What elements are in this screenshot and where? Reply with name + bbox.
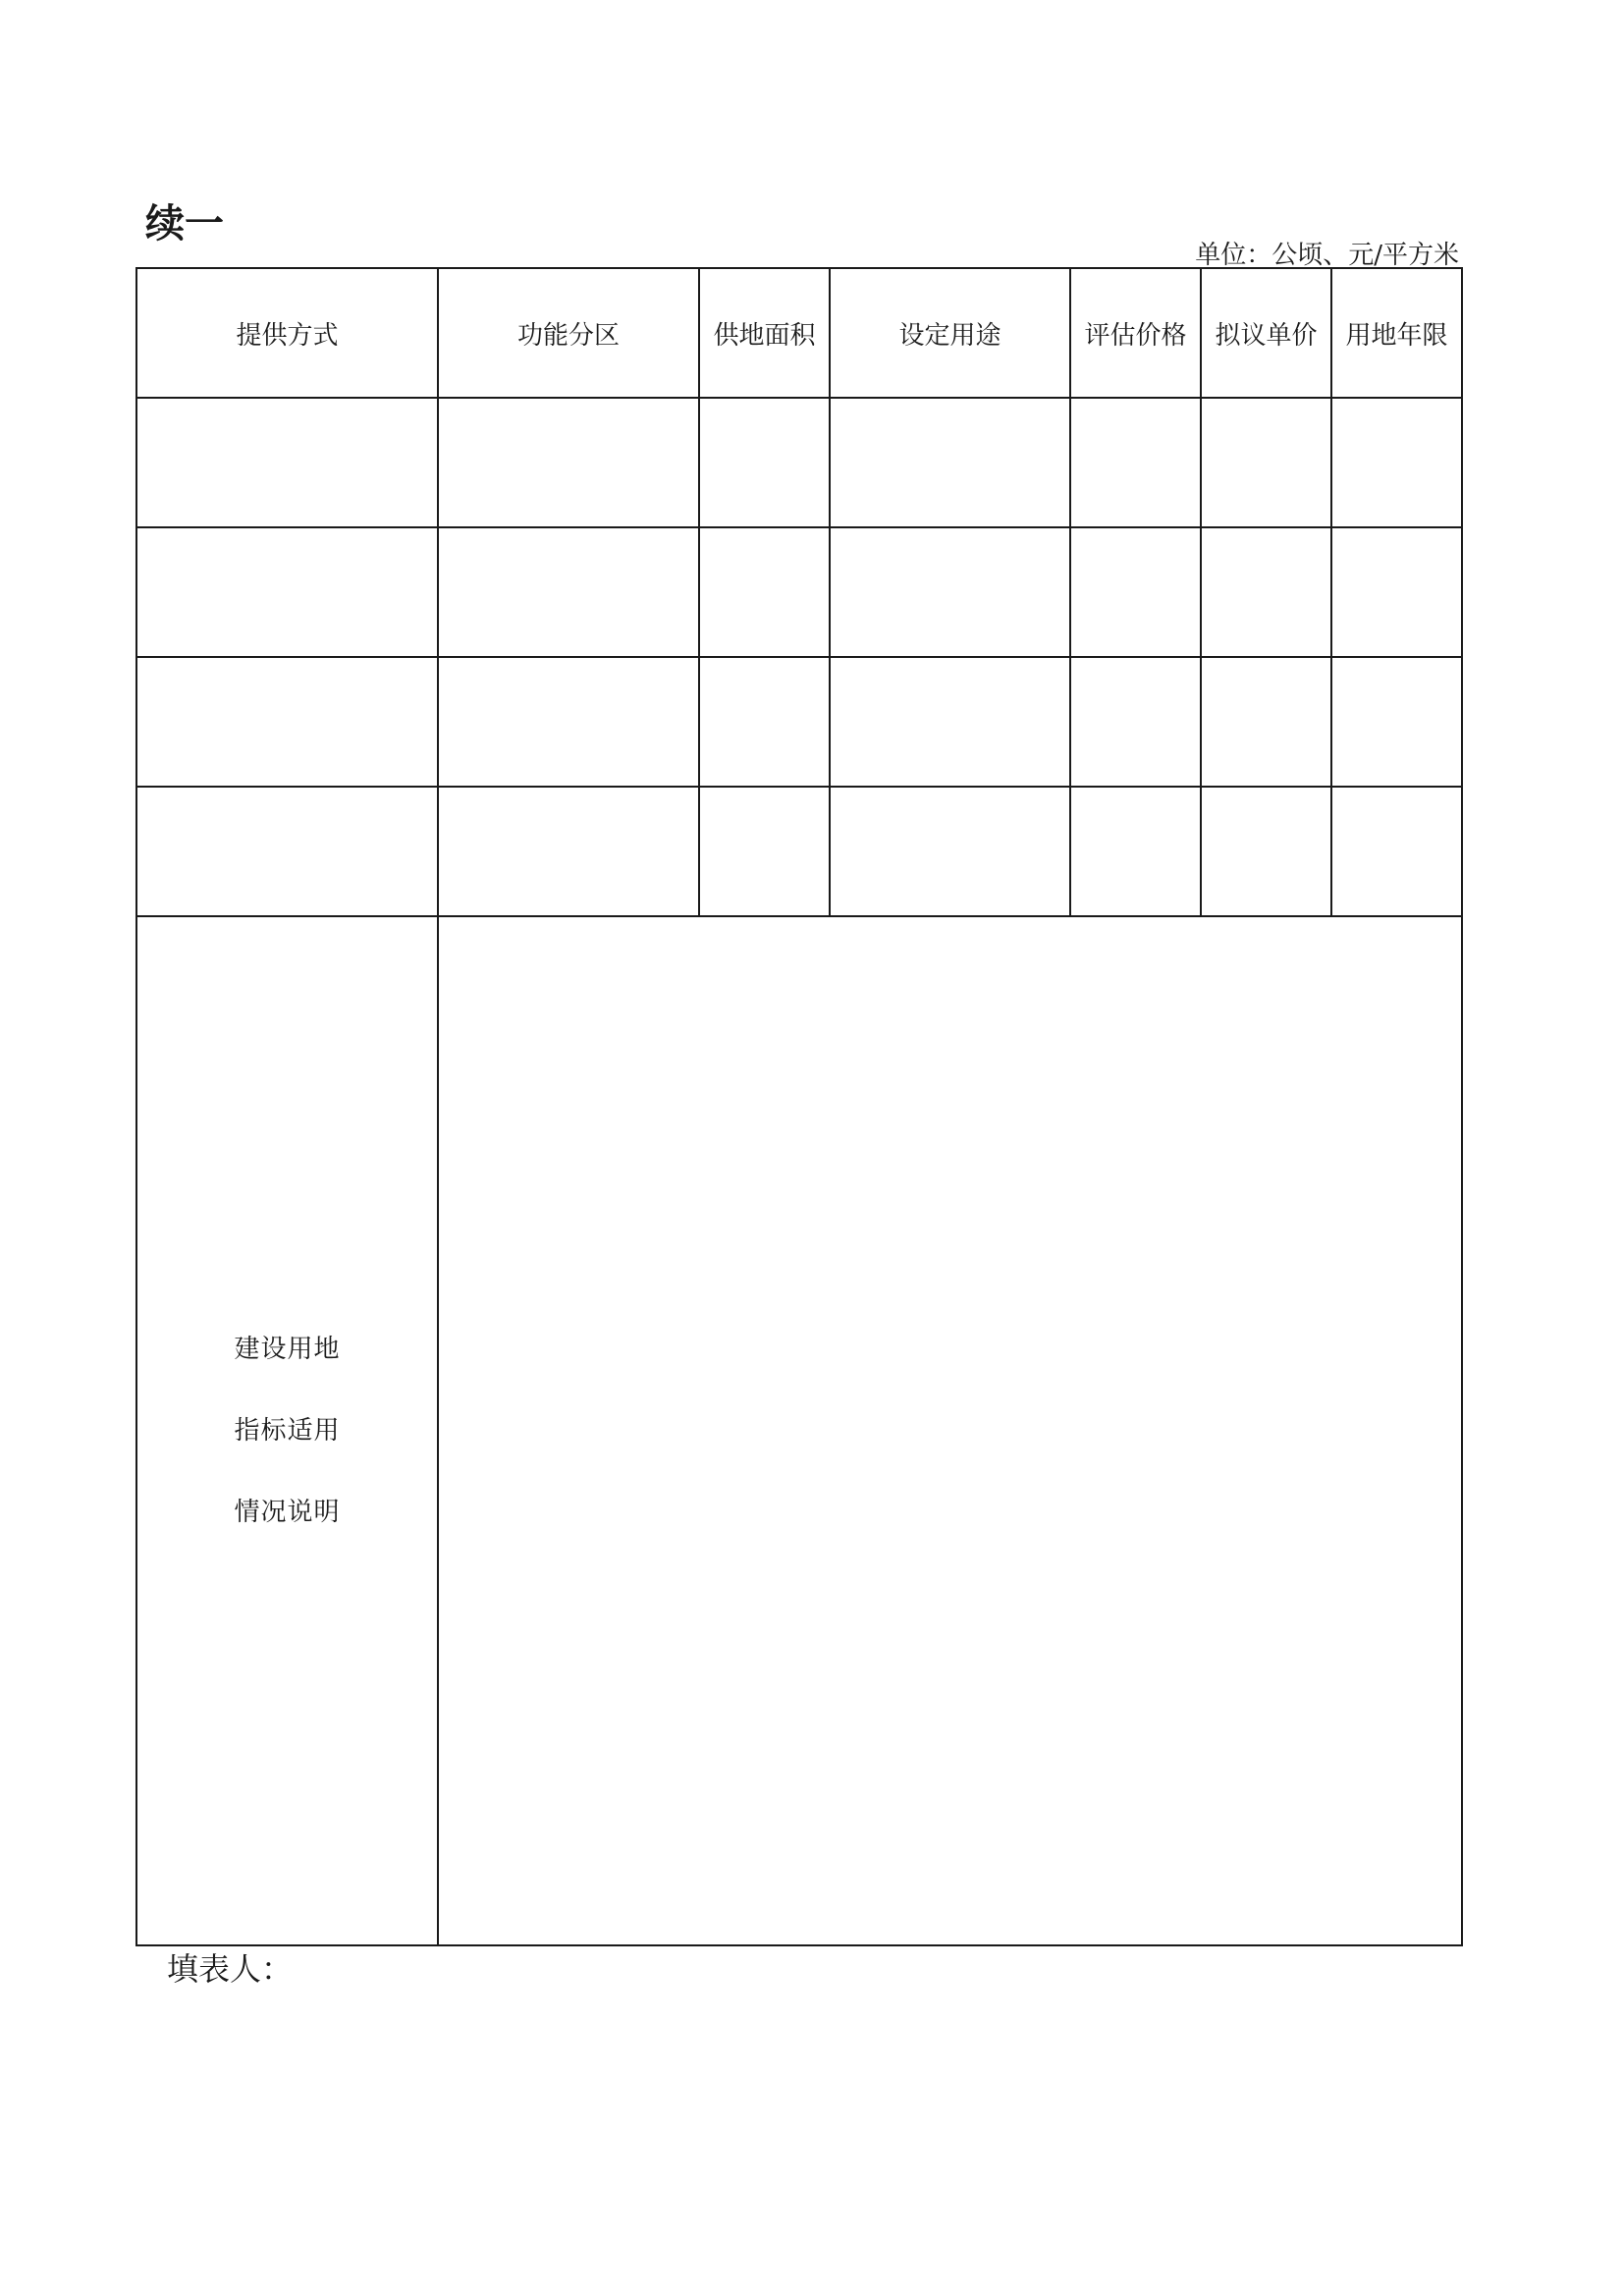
table-cell[interactable]	[1331, 398, 1462, 527]
table-cell[interactable]	[1331, 787, 1462, 916]
table-cell[interactable]	[830, 787, 1070, 916]
table-cell[interactable]	[830, 527, 1070, 657]
remark-label-line: 建设用地	[234, 1334, 341, 1364]
unit-note: 单位：公顷、元/平方米	[1195, 241, 1459, 270]
table-cell[interactable]	[438, 787, 699, 916]
table-cell[interactable]	[1070, 527, 1201, 657]
table-cell[interactable]	[1331, 527, 1462, 657]
header-proposed-unit-price: 拟议单价	[1201, 268, 1331, 398]
table-row	[136, 527, 1462, 657]
remark-content-area[interactable]	[438, 916, 1462, 1945]
table-cell[interactable]	[699, 657, 830, 787]
table-cell[interactable]	[1070, 787, 1201, 916]
table-cell[interactable]	[699, 398, 830, 527]
table-cell[interactable]	[1070, 398, 1201, 527]
table-cell[interactable]	[699, 527, 830, 657]
table-cell[interactable]	[136, 787, 438, 916]
table-row	[136, 398, 1462, 527]
table-cell[interactable]	[830, 398, 1070, 527]
form-filler-label: 填表人：	[167, 1950, 294, 1988]
table-cell[interactable]	[438, 657, 699, 787]
table-cell[interactable]	[136, 398, 438, 527]
table-cell[interactable]	[1201, 657, 1331, 787]
table-cell[interactable]	[1201, 787, 1331, 916]
header-supply-area: 供地面积	[699, 268, 830, 398]
table-cell[interactable]	[1201, 398, 1331, 527]
table-row	[136, 657, 1462, 787]
table-cell[interactable]	[1331, 657, 1462, 787]
continuation-heading: 续一	[145, 200, 224, 246]
table-cell[interactable]	[438, 398, 699, 527]
remark-row	[136, 916, 1462, 1945]
table-cell[interactable]	[699, 787, 830, 916]
remark-label-line: 指标适用	[234, 1415, 341, 1446]
table-row	[136, 787, 1462, 916]
table-cell[interactable]	[830, 657, 1070, 787]
remark-label	[136, 916, 438, 1945]
table-cell[interactable]	[136, 527, 438, 657]
table-cell[interactable]	[1201, 527, 1331, 657]
land-supply-form-table	[135, 267, 1463, 1946]
header-planned-use: 设定用途	[830, 268, 1070, 398]
header-functional-zone: 功能分区	[438, 268, 699, 398]
table-header-row	[136, 268, 1462, 398]
header-appraised-price: 评估价格	[1070, 268, 1201, 398]
header-supply-method: 提供方式	[136, 268, 438, 398]
header-land-use-term: 用地年限	[1331, 268, 1462, 398]
remark-label-line: 情况说明	[234, 1497, 341, 1527]
table-cell[interactable]	[438, 527, 699, 657]
table-cell[interactable]	[1070, 657, 1201, 787]
table-cell[interactable]	[136, 657, 438, 787]
